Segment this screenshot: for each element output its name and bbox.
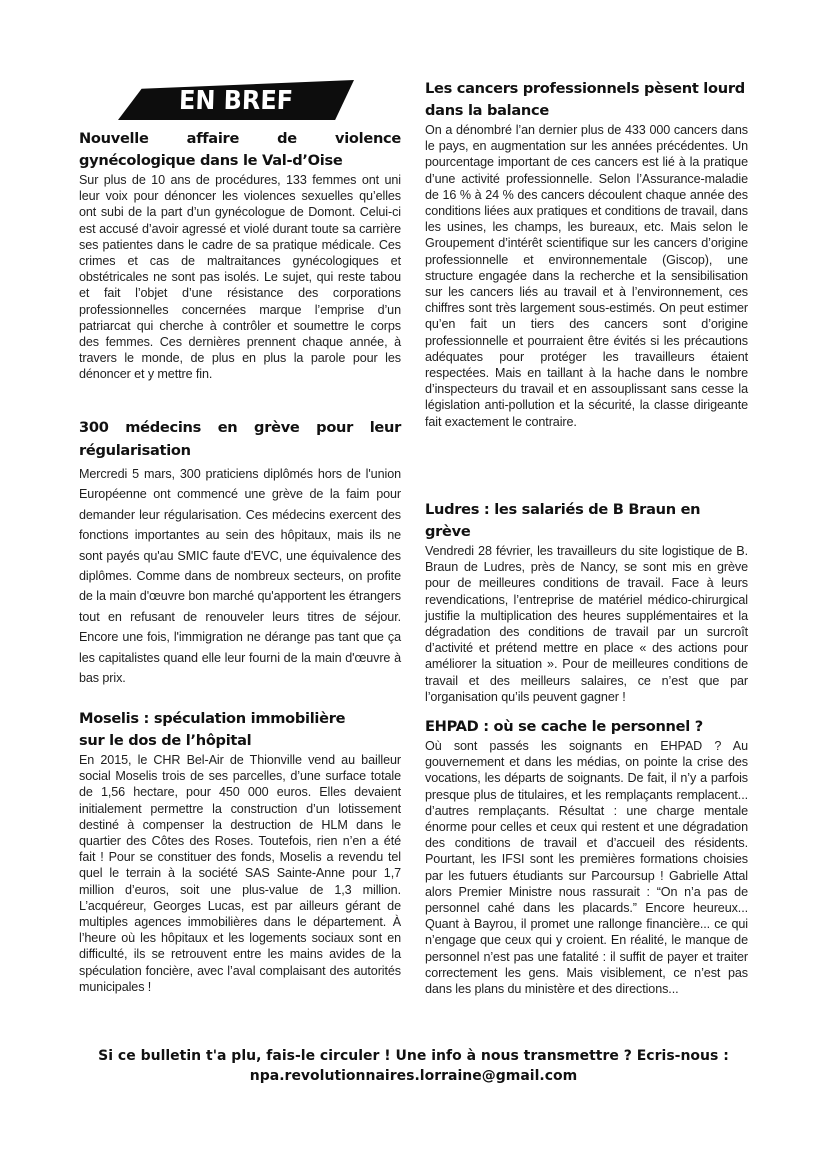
article-cancers — [425, 78, 748, 430]
article-body: Où sont passés les soignants en EHPAD ? Au gouvernement et dans les médias, on pointe la crise des vocations, les départs de soignants. De fait, il n’y a parfois presque plus de titulaires, et les remplaçants remplacent... d’autres remplaçants. Résultat : une charge mentale énorme pour celles et ceux qui restent et une dégradation des conditions de travail et d’accueil des résidents. Pourtant, les IFSI sont les premières formations choisies par les futuers étudiants sur Parcoursup ! Gabrielle Attal alors Premier Ministre nous rassurait : “On n’a pas de personnel cahé dans les placards.” Encore heureux... Quant à Bayrou, il promet une rallonge financière... ce qui n’engage que ceux qui y croient. En réalité, le manque de personnel n’est pas une fatalité : il suffit de payer et traiter correctement les gens. Mais visiblement, ce n’est pas dans les plans du ministère et des directions... — [425, 739, 748, 997]
contact-email-link[interactable]: npa.revolutionnaires.lorraine@gmail.com — [249, 1068, 578, 1084]
article-title: 300 médecins en grève pour leur régularisation — [79, 419, 401, 459]
article-title: Ludres : les salariés de B Braun en grève — [425, 501, 701, 540]
article-body: On a dénombré l’an dernier plus de 433 000 cancers dans le pays, en augmentation sur les années précédentes. Un pourcentage important de ces cancers est lié à la pratique d’une activité professionnelle. Selon l’Assurance-maladie de 16 % à 24 % des cancers découlent chaque année des conditions liées aux pratiques et conditions de travail, dans les usines, les champs, les bureaux, etc. Mais selon le Groupement d’intérêt scientifique sur les cancers d’origine professionnelle et environnementale (Giscop), une structure engagée dans la recherche et la sensibilisation sur les cancers liés au travail et à l’environnement, ces chiffres sont très largement sous-estimés. On peut estimer qu’en fait un tiers des cancers sont d’origine professionnelle et pourraient être évités si les précautions adéquates pour protéger les travailleurs étaient respectées. Mais en taillant à la hache dans le nombre d’inspecteurs du travail et en assouplissant sans cesse la législation anti-pollution et la sécurité, la classe dirigeante fait exactement le contraire. — [425, 123, 748, 429]
article-title-line1: Moselis : spéculation immobilière — [79, 710, 346, 727]
article-medecins — [79, 416, 401, 688]
article-title: EHPAD : où se cache le personnel ? — [425, 718, 703, 735]
article-ehpad — [425, 716, 748, 997]
en-bref-label: EN BREF — [178, 86, 294, 116]
article-title: Les cancers professionnels pèsent lourd dans la balance — [425, 80, 745, 119]
article-moselis — [79, 708, 401, 995]
article-title — [79, 708, 401, 752]
article-title: Nouvelle affaire de violence gynécologique dans le Val-d’Oise — [79, 130, 401, 169]
article-body: En 2015, le CHR Bel-Air de Thionville vend au bailleur social Moselis trois de ses parcelles, d’une surface totale de 1,56 hectare, pour 450 000 euros. Elles devaient initialement permettre la construction d’un lotissement destiné à compenser la destruction de HLM dans le quartier des Côtes des Roses. Toutefois, rien n’en a été fait ! Pour se constituer des fonds, Moselis a revendu tel quel le terrain à la société SAS Sainte-Anne pour 1,7 million d’euros, soit une plus-value de 1,3 million. L’acquéreur, Georges Lucas, est par ailleurs gérant de multiples agences immobilières dans le département. À l’heure où les hôpitaux et les logements sociaux sont en difficulté, ils se retrouvent entre les mains avides de la spéculation foncière, avec l’aval complaisant des autorités municipales ! — [79, 753, 401, 994]
article-body: Mercredi 5 mars, 300 praticiens diplômés hors de l'union Européenne ont commencé une grève de la faim pour demander leur régularisation. Ces médecins exercent des fonctions importantes au sein des hôpitaux, mais ils ne sont payés qu'au SMIC faute d'EVC, une équivalence des diplômes. Comme dans de nombreux secteurs, on profite de la main d'œuvre bon marché qu'apportent les étrangers tout en refusant de renouveler leurs titres de séjour. Encore une fois, l'immigration ne dérange pas tant que ça les capitalistes quand elle leur fourni de la main d'œuvre à bas prix. — [79, 467, 401, 686]
footer-message: Si ce bulletin t'a plu, fais-le circuler ! Une info à nous transmettre ? Ecris-nous : — [98, 1048, 729, 1064]
footer-contact — [0, 1046, 827, 1086]
article-title-line2: sur le dos de l’hôpital — [79, 732, 252, 749]
article-braun — [425, 499, 748, 705]
article-body: Sur plus de 10 ans de procédures, 133 femmes ont uni leur voix pour dénoncer les violences sexuelles qu’elles ont subi de la part d’un gynécologue de Domont. Celui-ci est accusé d’avoir agressé et violé durant toute sa carrière ses patientes dans le cadre de sa pratique médicale. Ces crimes et cas de maltraitances gynécologiques et obstétricales ne sont pas isolés. Le sujet, qui reste tabou et fait l’objet d’une résistance des corporations professionnelles concernées marque l’emprise d’un patriarcat qui cherche à contrôler et soumettre le corps des femmes. Ces dernières prennent chaque année, à travers le monde, de plus en plus la parole pour les dénoncer et y mettre fin. — [79, 173, 401, 382]
article-violence — [79, 128, 401, 383]
article-body: Vendredi 28 février, les travailleurs du site logistique de B. Braun de Ludres, près de Nancy, se sont mis en grève pour de meilleures conditions de travail. Face à leurs revendications, l’entreprise de matériel médico-chirurgical justifie la multiplication des heures supplémentaires et la dégradation des conditions de travail par un surcroît d’activité et prétend mettre en place « des actions pour améliorer la situation ». Pour de meilleures conditions de travail et des meilleurs salaires, ce n’est que par l’organisation qu’ils peuvent gagner ! — [425, 544, 748, 704]
